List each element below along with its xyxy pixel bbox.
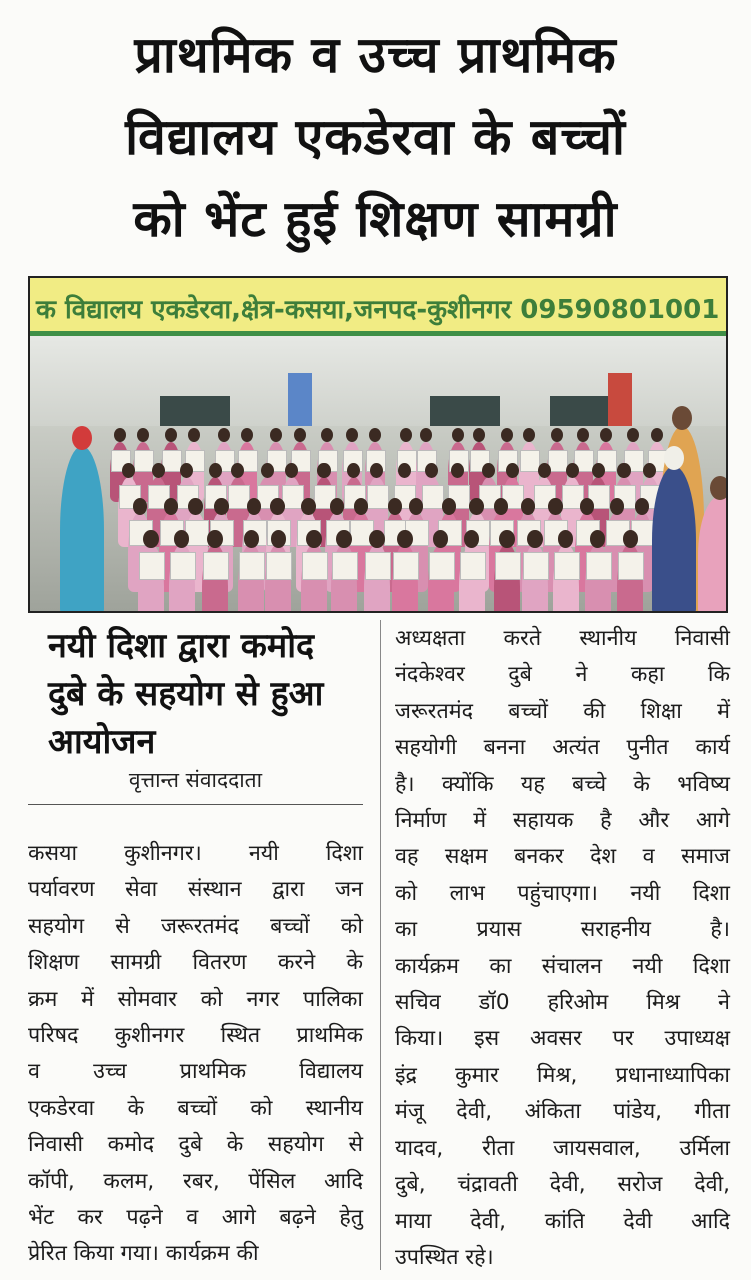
child-head [188, 428, 200, 442]
child-head [420, 428, 432, 442]
certificate [302, 552, 328, 580]
child-head [469, 498, 483, 515]
article-line: शिक्षण सामग्री वितरण करने के [28, 950, 363, 976]
article-line: कार्यक्रम का संचालन नयी दिशा [395, 953, 730, 979]
certificate [460, 552, 486, 580]
article-line: परिषद कुशीनगर स्थित प्राथमिक [28, 1023, 363, 1049]
article-line: माया देवी, कांति देवी आदि [395, 1208, 730, 1234]
child-head [482, 463, 495, 478]
adult-figure [652, 466, 696, 613]
child-head [523, 428, 535, 442]
child-head [452, 428, 464, 442]
child-head [214, 498, 228, 515]
article-line: नंदकेश्वर दुबे ने कहा कि [395, 662, 730, 688]
child-head [209, 463, 222, 478]
news-photo [28, 276, 728, 613]
child-head [580, 498, 594, 515]
article-column-1 [28, 836, 363, 1273]
certificate [554, 552, 580, 580]
headline-line-3: को भेंट हुई शिक्षण सामग्री [133, 190, 618, 248]
article-line: कसया कुशीनगर। नयी दिशा [28, 841, 363, 866]
certificate [586, 552, 612, 580]
headline [0, 14, 751, 260]
child-head [577, 428, 589, 442]
article-line: को लाभ पहुंचाएगा। नयी दिशा [395, 880, 730, 906]
child-head [627, 428, 639, 442]
certificate [170, 552, 196, 580]
child-head [494, 498, 508, 515]
article-line: जरूरतमंद बच्चों की शिक्षा में [395, 698, 730, 724]
article-line: भेंट कर पढ़ने व आगे बढ़ने हेतु [28, 1205, 363, 1231]
certificate [618, 552, 644, 580]
headline-line-1: प्राथमिक व उच्च प्राथमिक [134, 26, 617, 84]
school-banner-text: क विद्यालय एकडेरवा,क्षेत्र-कसया,जनपद-कुशीनगर 09590801001 [36, 295, 720, 325]
article-line: सचिव डॉ0 हरिओम मिश्र ने [395, 990, 730, 1016]
adult-head [72, 426, 92, 450]
child-head [635, 498, 649, 515]
article-line: एकडेरवा के बच्चों को स्थानीय [28, 1095, 363, 1121]
child-head [270, 498, 284, 515]
certificate [203, 552, 229, 580]
certificate [332, 552, 358, 580]
child-head [133, 498, 147, 515]
certificate [495, 552, 521, 580]
certificate [139, 552, 165, 580]
child-head [137, 428, 149, 442]
certificate [520, 450, 540, 472]
subheadline-line-1: नयी दिशा द्वारा कमोद [48, 626, 315, 666]
article-line: क्रम में सोमवार को नगर पालिका [28, 986, 363, 1012]
child-head [409, 498, 423, 515]
child-head [165, 428, 177, 442]
child-head [548, 498, 562, 515]
adult-figure [60, 446, 104, 613]
child-head [592, 463, 605, 478]
adult-head [672, 406, 692, 430]
certificate [266, 552, 292, 580]
child-head [294, 428, 306, 442]
child-head [188, 498, 202, 515]
article-line: है। क्योंकि यह बच्चे के भविष्य [395, 771, 730, 797]
certificate [367, 485, 389, 509]
child-head [369, 428, 381, 442]
article-line: उपस्थित रहे। [395, 1244, 494, 1270]
child-head [241, 428, 253, 442]
column-divider [380, 620, 381, 1270]
child-head [306, 530, 322, 548]
byline: वृत्तान्त संवाददाता [28, 766, 363, 805]
article-column-2 [395, 621, 730, 1276]
certificate [393, 552, 419, 580]
certificate [365, 552, 391, 580]
subheadline-line-3: आयोजन [48, 722, 156, 762]
child-head [321, 428, 333, 442]
child-head [270, 428, 282, 442]
child-head [442, 498, 456, 515]
article-line: यादव, रीता जायसवाल, उर्मिला [395, 1135, 730, 1161]
child-head [397, 530, 413, 548]
child-head [527, 530, 543, 548]
article-line: इंद्र कुमार मिश्र, प्रधानाध्यापिका [395, 1062, 730, 1088]
child-head [501, 428, 513, 442]
child-head [551, 428, 563, 442]
child-head [388, 498, 402, 515]
child-head [244, 530, 260, 548]
article-line: अध्यक्षता करते स्थानीय निवासी [395, 626, 730, 651]
article-line: सहयोगी बनना अत्यंत पुनीत कार्य [395, 735, 730, 761]
article-line: सहयोग से जरूरतमंद बच्चों को [28, 913, 363, 939]
certificate [162, 450, 182, 472]
child-head [207, 530, 223, 548]
child-head [346, 428, 358, 442]
group-of-children [30, 278, 726, 611]
adult-head [664, 446, 684, 470]
child-head [499, 530, 515, 548]
child-head [218, 428, 230, 442]
certificate [239, 552, 265, 580]
article-line: प्रेरित किया गया। कार्यक्रम की [28, 1241, 259, 1267]
child-head [600, 428, 612, 442]
article-line: मंजू देवी, अंकिता पांडेय, गीता [395, 1099, 730, 1125]
child-head [301, 498, 315, 515]
article-line: किया। इस अवसर पर उपाध्यक्ष [395, 1026, 730, 1052]
child-head [651, 428, 663, 442]
article-line: कॉपी, कलम, रबर, पेंसिल आदि [28, 1168, 363, 1194]
subheadline-line-2: दुबे के सहयोग से हुआ [48, 674, 324, 714]
child-head [369, 530, 385, 548]
child-head [330, 498, 344, 515]
article-line: का प्रयास सराहनीय है। [395, 917, 730, 943]
article-line: वह सक्षम बनकर देश व समाज [395, 844, 730, 870]
certificate [134, 450, 154, 472]
certificate [523, 552, 549, 580]
article-line: पर्यावरण सेवा संस्थान द्वारा जन [28, 877, 363, 903]
article-line: व उच्च प्राथमिक विद्यालय [28, 1059, 363, 1085]
headline-line-2: विद्यालय एकडेरवा के बच्चों [125, 108, 626, 166]
child-head [473, 428, 485, 442]
child-head [247, 498, 261, 515]
child-head [152, 463, 165, 478]
child-head [617, 463, 630, 478]
article-line: निवासी कमोद दुबे के सहयोग से [28, 1132, 363, 1158]
article-line: निर्माण में सहायक है और आगे [395, 808, 730, 834]
adult-head [710, 476, 728, 500]
child-head [400, 428, 412, 442]
child-head [398, 463, 411, 478]
child-head [425, 463, 438, 478]
child-head [271, 530, 287, 548]
subheadline [48, 622, 378, 766]
child-head [610, 498, 624, 515]
child-head [114, 428, 126, 442]
certificate [422, 485, 444, 509]
child-head [317, 463, 330, 478]
certificate [429, 552, 455, 580]
article-line: दुबे, चंद्रावती देवी, सरोज देवी, [395, 1172, 730, 1198]
